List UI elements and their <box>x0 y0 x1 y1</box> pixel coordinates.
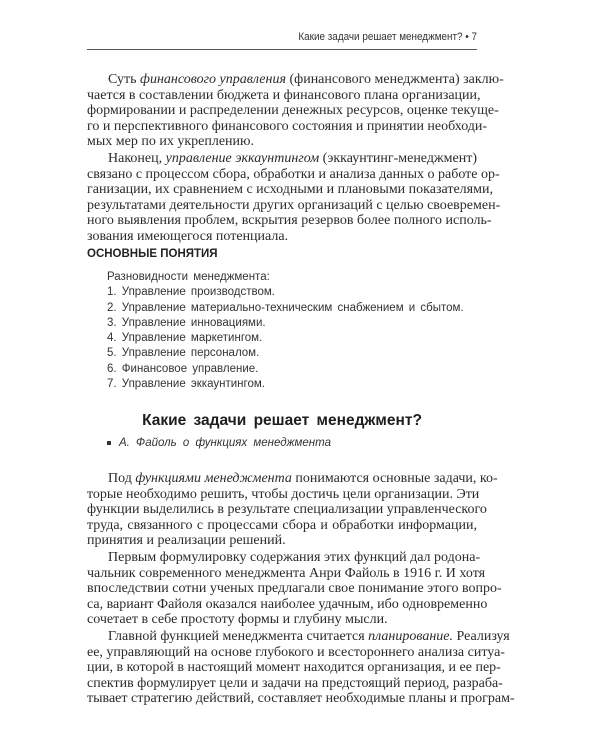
text-run: са, вариант Файоля оказался наиболее удачным, ибо одновременно <box>87 596 488 612</box>
text-line <box>87 565 486 582</box>
text-line <box>87 134 477 150</box>
text-line <box>87 151 477 167</box>
text-line <box>87 629 510 645</box>
text-run: чальник современного менеджмента Анри Файоль в 1916 г. И хотя <box>87 565 486 581</box>
text-line <box>87 644 505 661</box>
subtopic <box>107 437 331 449</box>
text-run: Реализуя <box>453 629 510 644</box>
text-run: зования имеющегося потенциала. <box>87 228 289 244</box>
text-run: труда, связанного с процессами сбора и обработки информации, <box>87 517 477 533</box>
text-run: ции, в которой в настоящий момент находится организация, и ее пер- <box>87 660 501 676</box>
text-run: Главной функцией менеджмента считается <box>108 629 369 644</box>
text-run: ного выявления проблем, вскрытия резервов более полного исполь- <box>87 213 492 229</box>
text-run: впоследствии сотни ученых предлагали свое понимание этого вопро- <box>87 581 502 597</box>
italic-term: планирование. <box>368 629 454 644</box>
text-line <box>87 533 477 549</box>
text-line <box>87 691 515 707</box>
paragraph-planning <box>87 629 515 707</box>
italic-term: управление эккаунтингом <box>165 151 320 166</box>
list-item: 1. Управление производством. <box>107 286 275 299</box>
text-line <box>87 502 487 518</box>
running-header: Какие задачи решает менеджмент? • 7 <box>298 31 477 43</box>
list-item: 2. Управление материально-техническим снабжением и сбытом. <box>107 301 464 314</box>
text-line <box>87 72 504 88</box>
text-run: спектив формулирует цели и задачи на предстоящий период, разраба- <box>87 675 503 691</box>
text-run: понимаются основные задачи, ко- <box>291 471 498 486</box>
text-run: формировании и распределении денежных ресурсов, оценке текуще- <box>87 103 499 119</box>
list-item: 5. Управление персоналом. <box>107 347 260 360</box>
text-run: результатами деятельности других организаций с целью своевремен- <box>87 197 501 213</box>
bullet-icon <box>107 441 111 445</box>
text-line <box>87 596 488 613</box>
text-line <box>87 486 480 503</box>
text-run: мых мер по их укреплению. <box>87 134 254 150</box>
concepts-intro: Разновидности менеджмента: <box>107 271 270 283</box>
text-line <box>87 118 488 135</box>
text-line <box>87 213 492 229</box>
text-line <box>87 87 481 104</box>
text-run: торые необходимо решить, чтобы достичь цели организации. Эти <box>87 486 480 502</box>
list-item: 3. Управление инновациями. <box>107 316 266 329</box>
text-run: сочетает в себе простоту формы и глубину мысли. <box>87 612 388 628</box>
text-run: принятия и реализации решений. <box>87 533 286 549</box>
text-run: тывает стратегию действий, составляет необходимые планы и програм- <box>87 691 515 707</box>
paragraph-fayol <box>87 550 502 628</box>
text-line <box>87 197 501 214</box>
italic-term: финансового управления <box>140 72 286 87</box>
text-line <box>87 612 477 628</box>
paragraph-functions-definition <box>87 471 498 549</box>
text-line <box>87 182 493 198</box>
text-run: (эккаунтинг-менеджмент) <box>319 151 477 166</box>
concepts-list <box>107 270 464 392</box>
paragraph-accounting-management <box>87 151 501 245</box>
italic-term: функциями менеджмента <box>135 471 292 486</box>
text-run: связано с процессом сбора, обработки и анализа данных о работе ор- <box>87 166 500 182</box>
text-line <box>87 675 503 692</box>
text-run: (финансового менеджмента) заклю- <box>285 72 504 87</box>
text-line <box>87 550 481 566</box>
section-title: Какие задачи решает менеджмент? <box>142 412 422 429</box>
text-line <box>87 229 477 245</box>
text-run: Наконец, <box>108 151 166 166</box>
text-line <box>87 471 498 487</box>
text-run: ее, управляющий на основе глубокого и всестороннего анализа ситуа- <box>87 644 505 660</box>
list-item: 7. Управление эккаунтингом. <box>107 378 265 391</box>
header-rule <box>87 49 477 50</box>
text-line <box>87 518 477 534</box>
text-run: чается в составлении бюджета и финансового плана организации, <box>87 87 481 103</box>
text-run: Первым формулировку содержания этих функций дал родона- <box>108 550 481 565</box>
section-heading-key-concepts: ОСНОВНЫЕ ПОНЯТИЯ <box>87 248 218 260</box>
text-run: ганизации, их сравнением с исходными и плановыми показателями, <box>87 182 493 198</box>
list-item: 4. Управление маркетингом. <box>107 332 263 345</box>
subtopic-text: А. Файоль о функциях менеджмента <box>119 437 331 449</box>
paragraph-financial-management <box>87 72 504 150</box>
text-line <box>87 166 500 183</box>
list-item: 6. Финансовое управление. <box>107 362 259 375</box>
text-line <box>87 103 499 119</box>
text-run: Под <box>108 471 136 486</box>
text-line <box>87 581 502 597</box>
text-line <box>87 660 501 676</box>
text-run: го и перспективного финансового состояния и принятии необходи- <box>87 118 488 134</box>
text-run: функции выделились в результате специализации управленческого <box>87 502 487 518</box>
text-run: Суть <box>108 72 140 87</box>
